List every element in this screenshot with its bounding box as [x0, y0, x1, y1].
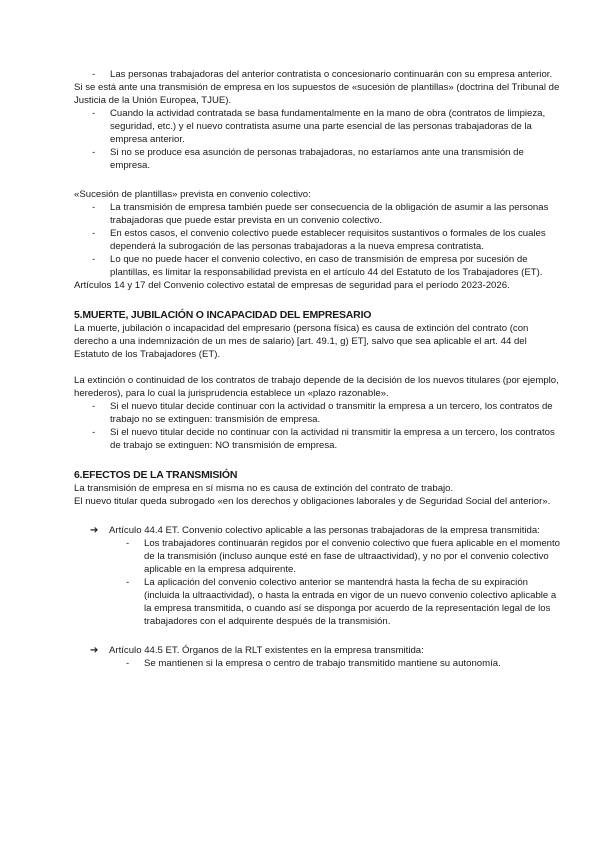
- section-5-title: 5.MUERTE, JUBILACIÓN O INCAPACIDAD DEL EMPRESARIO: [74, 309, 372, 321]
- convenio-list: [74, 201, 560, 279]
- list-item: - Cuando la actividad contratada se basa fundamentalmente en la mano de obra (contratos de limpieza, seguridad, etc.) y el nuevo contratista asume una parte esencial de las personas trabajadoras de la empresa anterior.: [74, 107, 560, 146]
- list-item: - Se mantienen si la empresa o centro de trabajo transmitido mantiene su autonomía.: [74, 657, 560, 670]
- section-5-paragraph-2: La extinción o continuidad de los contratos de trabajo depende de la decisión de los nuevos titulares (por ejemplo, herederos), para lo cual la jurisprudencia establece un «plazo razonable».: [74, 375, 559, 399]
- list-item: - La transmisión de empresa también puede ser consecuencia de la obligación de asumir a las personas trabajadoras que puede estar prevista en un convenio colectivo.: [74, 201, 560, 227]
- list-item: - Si el nuevo titular decide no continuar con la actividad ni transmitir la empresa a un tercero, los contratos de trabajo se extinguen: NO transmisión de empresa.: [74, 426, 560, 452]
- section-5-paragraph-1: La muerte, jubilación o incapacidad del empresario (persona física) es causa de extinción del contrato (con derecho a una indemnización de un mes de salario) [art. 49.1, g) ET], salvo que sea aplicable el art. 44 del Estatuto de los Trabajadores (ET).: [74, 323, 529, 360]
- list-item: - Las personas trabajadoras del anterior contratista o concesionario continuarán con su empresa anterior.: [74, 68, 560, 81]
- convenio-heading: «Sucesión de plantillas» prevista en convenio colectivo:: [74, 189, 311, 200]
- succession-list: [74, 107, 560, 172]
- list-item: - Los trabajadores continuarán regidos por el convenio colectivo que fuera aplicable en el momento de la transmisión (incluso aunque esté en fase de ultraactividad), y no por el convenio colectivo aplicable en la empresa adquirente.: [74, 537, 560, 576]
- arrow-right-icon: ➔: [90, 525, 99, 536]
- section-6-paragraph-1: La transmisión de empresa en sí misma no es causa de extinción del contrato de trabajo.: [74, 483, 454, 494]
- article-44-4: [74, 524, 560, 537]
- list-item: - La aplicación del convenio colectivo anterior se mantendrá hasta la fecha de su expiración (incluida la ultraactividad), o hasta la entrada en vigor de un nuevo convenio colectivo aplicable a la empresa transmitida, o cuando así se disponga por acuerdo de la representación legal de los trabajadores con el adquirente después de la transmisión.: [74, 576, 560, 628]
- article-44-5: [74, 644, 560, 657]
- list-item: - En estos casos, el convenio colectivo puede establecer requisitos sustantivos o formales de los cuales dependerá la subrogación de las personas trabajadoras a la nueva empresa contratista.: [74, 227, 560, 253]
- section-5-list: [74, 400, 560, 452]
- list-item: - Si no se produce esa asunción de personas trabajadoras, no estaríamos ante una transmisión de empresa.: [74, 146, 560, 172]
- convenio-reference: Artículos 14 y 17 del Convenio colectivo estatal de empresas de seguridad para el período 2023-2026.: [74, 280, 510, 291]
- list-item: - Si el nuevo titular decide continuar con la actividad o transmitir la empresa a un tercero, los contratos de trabajo no se extinguen: transmisión de empresa.: [74, 400, 560, 426]
- intro-list: [74, 68, 560, 81]
- article-44-4-list: [74, 537, 560, 628]
- section-6-title: 6.EFECTOS DE LA TRANSMISIÓN: [74, 469, 238, 481]
- section-6-paragraph-2: El nuevo titular queda subrogado «en los derechos y obligaciones laborales y de Seguridad Social del anterior».: [74, 496, 551, 507]
- list-item: - Lo que no puede hacer el convenio colectivo, en caso de transmisión de empresa por sucesión de plantillas, es limitar la responsabilidad prevista en el artículo 44 del Estatuto de los Trabajadores (ET).: [74, 253, 560, 279]
- succession-intro: Si se está ante una transmisión de empresa en los supuestos de «sucesión de plantillas» (doctrina del Tribunal de Justicia de la Unión Europea, TJUE).: [74, 82, 560, 106]
- arrow-right-icon: ➔: [90, 645, 99, 656]
- article-44-5-title: Artículo 44.5 ET. Órganos de la RLT existentes en la empresa transmitida:: [109, 645, 424, 656]
- article-44-5-list: [74, 657, 560, 670]
- article-44-4-title: Artículo 44.4 ET. Convenio colectivo aplicable a las personas trabajadoras de la empresa transmitida:: [109, 525, 540, 536]
